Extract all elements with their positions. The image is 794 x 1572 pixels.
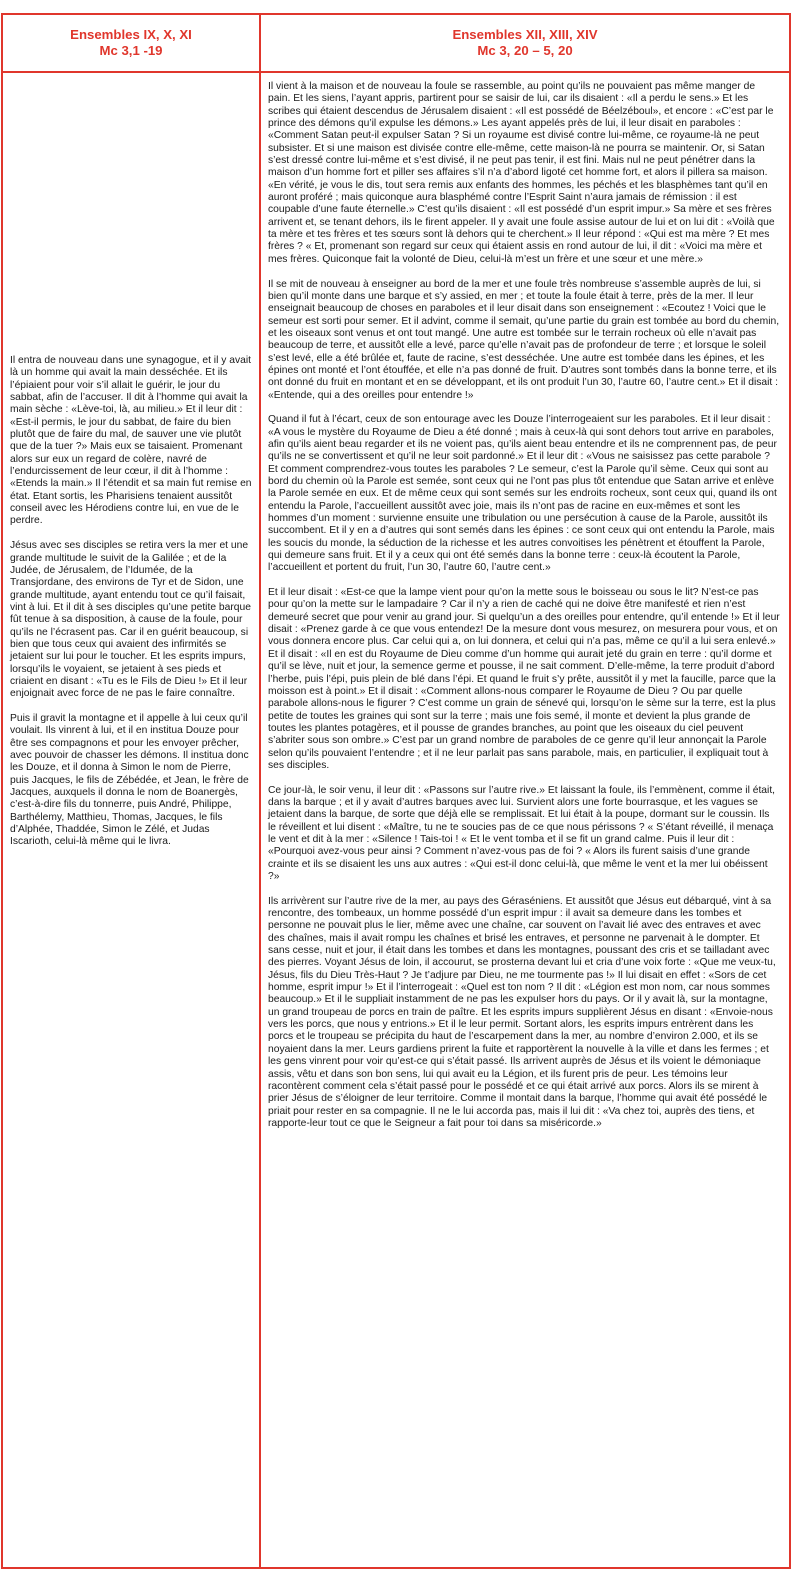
paragraph: Quand il fut à l’écart, ceux de son entourage avec les Douze l’interrogeaient sur les paraboles. Et il leur disait : «A vous le mystère du Royaume de Dieu a été donné ; mais à ceux-là qui sont dehors tout arrive en paraboles, afin qu’ils aient beau regarder et ils ne voient pas, qu’ils aient beau entendre et ils ne comprennent pas, de peur qu’ils ne se convertissent et qu’il ne leur soit pardonné.» Et il leur dit : «Vous ne saisissez pas cette parabole ? Et comment comprendrez-vous toutes les paraboles ? Le semeur, c’est la Parole qu’il sème. Ceux qui sont au bord du chemin où la Parole est semée, sont ceux qui ne l’ont pas plus tôt entendue que Satan arrive et enlève la Parole semée en eux. Et de même ceux qui sont semés sur les endroits rocheux, sont ceux qui, quand ils ont entendu la Parole, l’accueillent aussitôt avec joie, mais ils n’ont pas de racine en eux-mêmes et sont les hommes d’un moment : survienne ensuite une tribulation ou une persécution à cause de la Parole, aussitôt ils succombent. Et il y en a d’autres qui sont semés dans les épines : ce sont ceux qui ont entendu la Parole, mais les soucis du monde, la séduction de la richesse et les autres convoitises les pénètrent et étouffent la Parole, qui demeure sans fruit. Et il y a ceux qui ont été semés dans la bonne terre : ceux-là écoutent la Parole, l’accueillent et portent du fruit, l’un 30, l’autre 60, l’autre cent.» bbox=[268, 414, 777, 574]
column-text-left bbox=[10, 355, 252, 849]
paragraph: Ils arrivèrent sur l’autre rive de la mer, au pays des Géraséniens. Et aussitôt que Jésus eut débarqué, vint à sa rencontre, des tombeaux, un homme possédé d’un esprit impur : il avait sa demeure dans les tombes et personne ne pouvait plus le lier, même avec une chaîne, car souvent on l’avait lié avec des entraves et avec des chaînes, mais il avait rompu les chaînes et brisé les entraves, et personne ne parvenait à le dompter. Et sans cesse, nuit et jour, il était dans les tombes et dans les montagnes, poussant des cris et se tailladant avec des pierres. Voyant Jésus de loin, il accourut, se prosterna devant lui et cria d’une voix forte : «Que me veux-tu, Jésus, fils du Dieu Très-Haut ? Je t’adjure par Dieu, ne me tourmente pas !» Il lui disait en effet : «Sors de cet homme, esprit impur !» Et il l’interrogeait : «Quel est ton nom ? Il dit : «Légion est mon nom, car nous sommes beaucoup.» Et il le suppliait instamment de ne pas les expulser hors du pays. Or il y avait là, sur la montagne, un grand troupeau de porcs en train de paître. Et les esprits impurs supplièrent Jésus en disant : «Envoie-nous vers les porcs, que nous y entrions.» Et il le leur permit. Sortant alors, les esprits impurs entrèrent dans les porcs et le troupeau se précipita du haut de l’escarpement dans la mer, au nombre d’environ 2.000, et ils se noyaient dans la mer. Leurs gardiens prirent la fuite et rapportèrent la nouvelle à la ville et dans les fermes ; et les gens vinrent pour voir qu’est-ce qui s’était passé. Ils arrivent auprès de Jésus et ils voient le démoniaque assis, vêtu et dans son bon sens, lui qui avait eu la Légion, et ils furent pris de peur. Les témoins leur racontèrent comment cela s’était passé pour le possédé et ce qui était arrivé aux porcs. Alors ils se mirent à prier Jésus de s’éloigner de leur territoire. Comme il montait dans la barque, l’homme qui avait été possédé le priait pour rester en sa compagnie. Il ne le lui accorda pas, mais il lui dit : «Va chez toi, auprès des tiens, et rapporte-leur tout ce que le Seigneur a fait pour toi dans sa miséricorde.» bbox=[268, 895, 776, 1129]
column-divider bbox=[259, 15, 261, 1567]
column-header-left bbox=[3, 15, 259, 71]
header-divider bbox=[3, 71, 789, 73]
paragraph: Et il leur disait : «Est-ce que la lampe vient pour qu’on la mette sous le boisseau ou sous le lit? N’est-ce pas pour qu’on la mette sur le lampadaire ? Car il n’y a rien de caché qui ne doive être manifesté et rien n’est demeuré secret que pour venir au grand jour. Si quelqu’un a des oreilles pour entendre, qu’il entende !» Et il leur disait : «Prenez garde à ce que vous entendez! De la mesure dont vous mesurez, on mesurera pour vous, et on vous donnera encore plus. Car celui qui a, on lui donnera, et celui qui n’a pas, même ce qu’il a lui sera enlevé.» Et il disait : «Il en est du Royaume de Dieu comme d’un homme qui aurait jeté du grain en terre : qu’il dorme et qu’il se lève, nuit et jour, la semence germe et pousse, il ne sait comment. D’elle-même, la terre produit d’abord l’herbe, puis l’épi, puis plein de blé dans l’épi. Et quand le fruit s’y prête, aussitôt il y met la faucille, parce que la moisson est à point.» Et il disait : «Comment allons-nous comparer le Royaume de Dieu ? Ou par quelle parabole allons-nous le figurer ? C’est comme un grain de sénevé qui, lorsqu’on le sème sur la terre, est la plus petite de toutes les graines qui sont sur la terre ; mais une fois semé, il monte et devient la plus grande de toutes les plantes potagères, et il pousse de grandes branches, au point que les oiseaux du ciel peuvent s’abriter sous son ombre.» C’est par un grand nombre de paraboles de ce genre qu’il leur annonçait la Parole selon qu’ils pouvaient l’entendre ; et il ne leur parlait pas sans parabole, mais, en particulier, il expliquait tout à ses disciples. bbox=[268, 587, 780, 771]
column-title-left: Ensembles IX, X, XI bbox=[70, 27, 192, 42]
paragraph: Il vient à la maison et de nouveau la foule se rassemble, au point qu’ils ne pouvaient pas même manger de pain. Et les siens, l’ayant appris, partirent pour se saisir de lui, car ils disaient : «Il a perdu le sens.» Et les scribes qui étaient descendus de Jérusalem disaient : «Il est possédé de Béelzéboul», et encore : «C’est par le prince des démons qu’il expulse les démons.» Les ayant appelés près de lui, il leur disait en paraboles : «Comment Satan peut-il expulser Satan ? Si un royaume est divisé contre lui-même, ce royaume-là ne peut subsister. Et si une maison est divisée contre elle-même, cette maison-là ne pourra se maintenir. Or, si Satan s’est dressé contre lui-même et s’est divisé, il ne peut pas tenir, il est fini. Mais nul ne peut pénétrer dans la maison d’un homme fort et piller ses affaires s’il n’a d’abord ligoté cet homme fort, et alors il pillera sa maison. «En vérité, je vous le dis, tout sera remis aux enfants des hommes, les péchés et les blasphèmes tant qu’il en auront proféré ; mais quiconque aura blasphémé contre l’Esprit Saint n’aura jamais de rémission : il est coupable d’une faute éternelle.» C’est qu’ils disaient : «Il est possédé d’un esprit impur.» Sa mère et ses frères arrivent et, se tenant dehors, ils le firent appeler. Il y avait une foule assise autour de lui et on lui dit : «Voilà que ta mère et tes frères et tes sœurs sont là dehors qui te cherchent.» Il leur répond : «Qui est ma mère ? Et mes frères ? « Et, promenant son regard sur ceux qui étaient assis en rond autour de lui, il dit : «Voici ma mère et mes frères. Quiconque fait la volonté de Dieu, celui-là m’est un frère et une sœur et une mère.» bbox=[268, 81, 775, 265]
paragraph: Ce jour-là, le soir venu, il leur dit : «Passons sur l’autre rive.» Et laissant la foule, ils l’emmènent, comme il était, dans la barque ; et il y avait d’autres barques avec lui. Survient alors une forte bourrasque, et les vagues se jetaient dans la barque, de sorte que déjà elle se remplissait. Et lui était à la poupe, dormant sur le coussin. Ils le réveillent et lui disent : «Maître, tu ne te soucies pas de ce que nous périssons ? « S’étant réveillé, il menaça le vent et dit à la mer : «Silence ! Tais-toi ! « Et le vent tomba et il se fit un grand calme. Puis il leur dit : «Pourquoi avez-vous peur ainsi ? Comment n’avez-vous pas de foi ? « Alors ils furent saisis d’une grande crainte et ils se disaient les uns aux autres : «Qui est-il donc celui-là, que même le vent et la mer lui obéissent ?» bbox=[268, 784, 776, 882]
column-text-right bbox=[268, 81, 780, 1130]
column-ref-left: Mc 3,1 -19 bbox=[99, 43, 163, 58]
paragraph: Il se mit de nouveau à enseigner au bord de la mer et une foule très nombreuse s’assemble auprès de lui, si bien qu’il monte dans une barque et s’y assied, en mer ; et toute la foule était à terre, près de la mer. Il leur enseignait beaucoup de choses en paraboles et il leur disait dans son enseignement : «Ecoutez ! Voici que le semeur est sorti pour semer. Et il advint, comme il semait, qu’une partie du grain est tombée au bord du chemin, et les oiseaux sont venus et ont tout mangé. Une autre est tombée sur le terrain rocheux où elle n’avait pas beaucoup de terre, et aussitôt elle a levé, parce qu’elle n’avait pas de profondeur de terre ; et lorsque le soleil s’est levé, elle a été brûlée et, faute de racine, s’est desséchée. Une autre est tombée dans les épines, et les épines ont monté et l’ont étouffée, et elle n’a pas donné de fruit. D’autres sont tombés dans la bonne terre, et ils ont donné du fruit en montant et en se développant, et ils ont produit l’un 30, l’autre 60, l’autre cent.» Et il disait : «Entende, qui a des oreilles pour entendre !» bbox=[268, 278, 780, 401]
column-title-right: Ensembles XII, XIII, XIV bbox=[452, 27, 598, 42]
column-header-right bbox=[261, 15, 789, 71]
paragraph: Puis il gravit la montagne et il appelle à lui ceux qu’il voulait. Ils vinrent à lui, et il en institua Douze pour être ses compagnons et pour les envoyer prêcher, avec pouvoir de chasser les démons. Il institua donc les Douze, et il donna à Simon le nom de Pierre, puis Jacques, le fils de Zébédée, et Jean, le frère de Jacques, auxquels il donna le nom de Boanergès, c’est-à-dire fils du tonnerre, puis André, Philippe, Barthélemy, Matthieu, Thomas, Jacques, le fils d’Alphée, Thaddée, Simon le Zélé, et Judas Iscarioth, celui-là même qui le livra. bbox=[10, 712, 249, 848]
paragraph: Jésus avec ses disciples se retira vers la mer et une grande multitude le suivit de la Galilée ; et de la Judée, de Jérusalem, de l’Idumée, de la Transjordane, des environs de Tyr et de Sidon, une grande multitude, ayant entendu tout ce qu’il faisait, vint à lui. Et il dit à ses disciples qu’une petite barque fût tenue à sa disposition, à cause de la foule, pour qu’ils ne l’écrasent pas. Car il en guérit beaucoup, si bien que tous ceux qui avaient des infirmités se jetaient sur lui pour le toucher. Et les esprits impurs, lorsqu’ils le voyaient, se jetaient à ses pieds et criaient en disant : «Tu es le Fils de Dieu !» Et il leur enjoignait avec force de ne pas le faire connaître. bbox=[10, 540, 251, 700]
column-ref-right: Mc 3, 20 – 5, 20 bbox=[477, 43, 573, 58]
paragraph: Il entra de nouveau dans une synagogue, et il y avait là un homme qui avait la main desséchée. Et ils l’épiaient pour voir s’il allait le guérir, le jour du sabbat, afin de l’accuser. Il dit à l’homme qui avait la main sèche : «Lève-toi, là, au milieu.» Et il leur dit : «Est-il permis, le jour du sabbat, de faire du bien plutôt que de faire du mal, de sauver une vie plutôt que de la tuer ?» Mais eux se taisaient. Promenant alors sur eux un regard de colère, navré de l’endurcissement de leur cœur, il dit à l’homme : «Etends la main.» Il l’étendit et sa main fut remise en état. Etant sortis, les Pharisiens tenaient aussitôt conseil avec les Hérodiens contre lui, en vue de le perdre. bbox=[10, 355, 252, 527]
